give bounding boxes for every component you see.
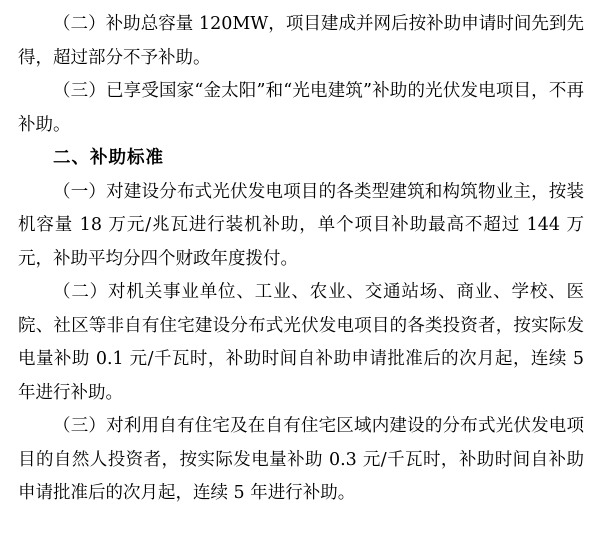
paragraph-standard-2: （二）对机关事业单位、工业、农业、交通站场、商业、学校、医院、社区等非自有住宅建设分布式光伏发电项目的各类投资者，按实际发电量补助 0.1 元/千瓦时，补助时间自补助申请批准后的次月起，连续 5 年进行补助。 <box>18 282 590 403</box>
section-heading-two: 二、补助标准 <box>53 148 164 168</box>
paragraph-standard-3: （三）对利用自有住宅及在自有住宅区域内建设的分布式光伏发电项目的自然人投资者，按实际发电量补助 0.3 元/千瓦时，补助时间自补助申请批准后的次月起，连续 5 年进行补助。 <box>18 416 584 503</box>
paragraph-3: （三）已享受国家“金太阳”和“光电建筑”补助的光伏发电项目，不再补助。 <box>18 81 584 135</box>
paragraph-standard-1: （一）对建设分布式光伏发电项目的各类型建筑和构筑物业主，按装机容量 18 万元/兆瓦进行装机补助，单个项目补助最高不超过 144 万元，补助平均分四个财政年度拨付。 <box>18 181 584 269</box>
paragraph-2: （二）补助总容量 120MW，项目建成并网后按补助申请时间先到先得，超过部分不予补助。 <box>18 14 584 68</box>
